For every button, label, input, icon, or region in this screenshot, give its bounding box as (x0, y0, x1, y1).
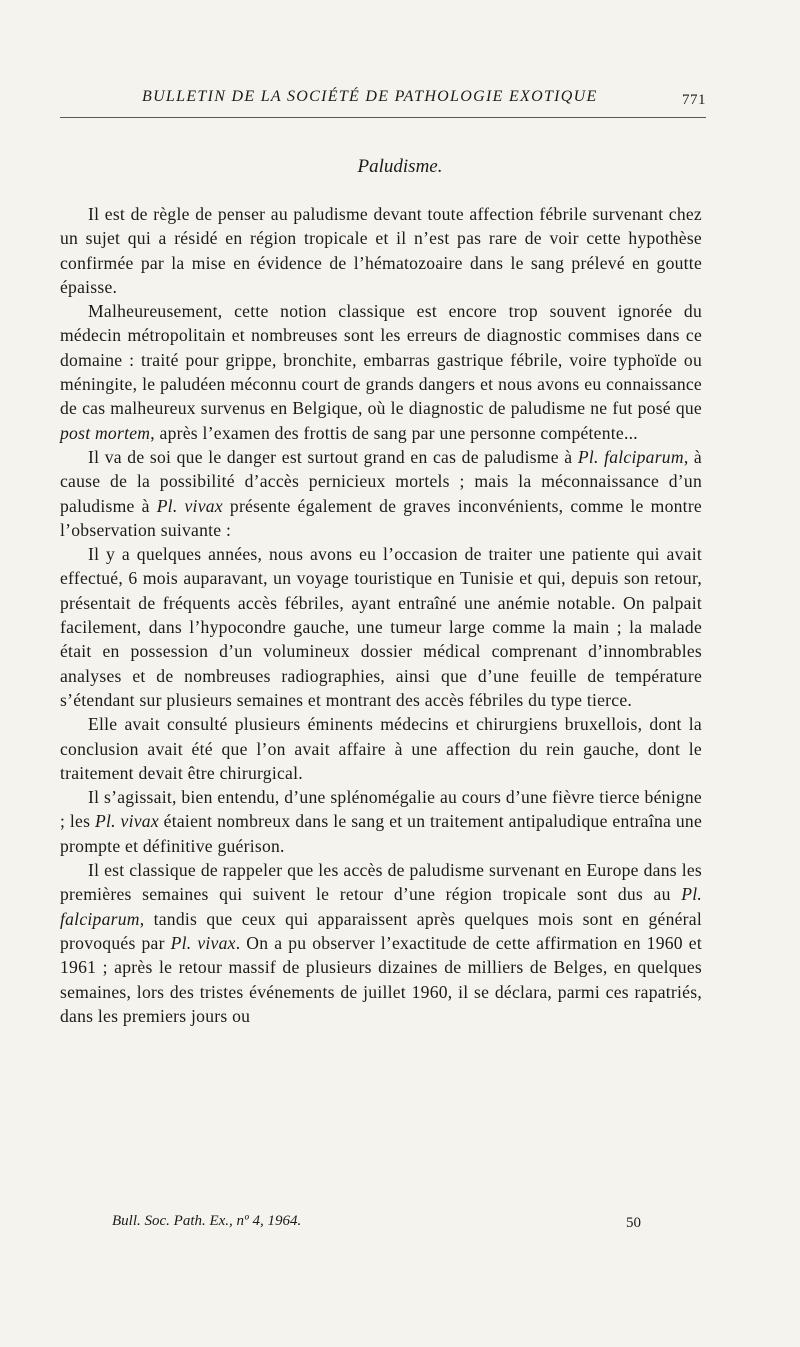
species-name: Pl. vivax (156, 495, 223, 516)
paragraph: Il s’agissait, bien entendu, d’une splénomégalie au cours d’une fièvre tierce bénigne ; les Pl. vivax étaient nombreux dans le sang et un traitement antipaludique entraîna une prompte et définitive guérison. (60, 787, 703, 856)
paragraph: Il va de soi que le danger est surtout grand en cas de paludisme à Pl. falciparum, à cause de la possibilité d’accès pernicieux mortels ; mais la méconnaissance d’un paludisme à Pl. vivax présente également de graves inconvénients, comme le montre l’observation suivante : (60, 446, 702, 540)
paragraph: Il y a quelques années, nous avons eu l’occasion de traiter une patiente qui avait effectué, 6 mois auparavant, un voyage touristique en Tunisie et qui, depuis son retour, présentait de fréquents accès fébriles, ayant entraîné une anémie notable. On palpait facilement, dans l’hypocondre gauche, une tumeur large comme la main ; la malade était en possession d’un volumineux dossier médical comprenant d’innombrables analyses et de nombreuses radiographies, ainsi que d’une feuille de température s’étendant sur plusieurs semaines et montrant des accès fébriles du type tierce. (60, 544, 702, 710)
sheet-number: 50 (626, 1215, 641, 1231)
species-name: Pl. vivax (170, 932, 236, 953)
paragraph: Malheureusement, cette notion classique est encore trop souvent ignorée du médecin métropolitain et nombreuses sont les erreurs de diagnostic commises dans ce domaine : traité pour grippe, bronchite, embarras gastrique fébrile, voire typhoïde ou méningite, le paludéen méconnu court de grands dangers et nous avons eu connaissance de cas malheureux survenus en Belgique, où le diagnostic de paludisme ne fut posé que post mortem, après l’examen des frottis de sang par une personne compétente... (60, 301, 702, 443)
section-title: Paludisme. (357, 156, 443, 177)
latin-term: post mortem (60, 422, 151, 443)
paragraph: Elle avait consulté plusieurs éminents médecins et chirurgiens bruxellois, dont la conclusion avait été que l’on avait affaire à une affection du rein gauche, dont le traitement devait être chirurgical. (60, 714, 702, 783)
article-body (60, 202, 702, 1028)
species-name: Pl. falciparum (577, 446, 684, 467)
paragraph: Il est de règle de penser au paludisme devant toute affection fébrile survenant chez un sujet qui a résidé en région tropicale et il n’est pas rare de voir cette hypothèse confirmée par la mise en évidence de l’hématozoaire dans le sang prélevé en goutte épaisse. (60, 204, 702, 297)
header-rule (60, 117, 706, 118)
running-head (60, 88, 706, 112)
page-number: 771 (682, 92, 706, 108)
species-name: Pl. vivax (94, 811, 159, 832)
species-name: Pl. falciparum (60, 884, 702, 929)
paragraph: Il est classique de rappeler que les accès de paludisme survenant en Europe dans les premières semaines qui suivent le retour d’une région tropicale sont dus au Pl. falciparum, tandis que ceux qui apparaissent après quelques mois sont en général provoqués par Pl. vivax. On a pu observer l’exactitude de cette affirmation en 1960 et 1961 ; après le retour massif de plusieurs dizaines de milliers de Belges, en quelques semaines, lors des tristes événements de juillet 1960, il se déclara, parmi ces rapatriés, dans les premiers jours ou (60, 860, 702, 1026)
footer-citation: Bull. Soc. Path. Ex., nº 4, 1964. (112, 1213, 302, 1229)
journal-running-title: BULLETIN DE LA SOCIÉTÉ DE PATHOLOGIE EXOTIQUE (142, 88, 598, 105)
